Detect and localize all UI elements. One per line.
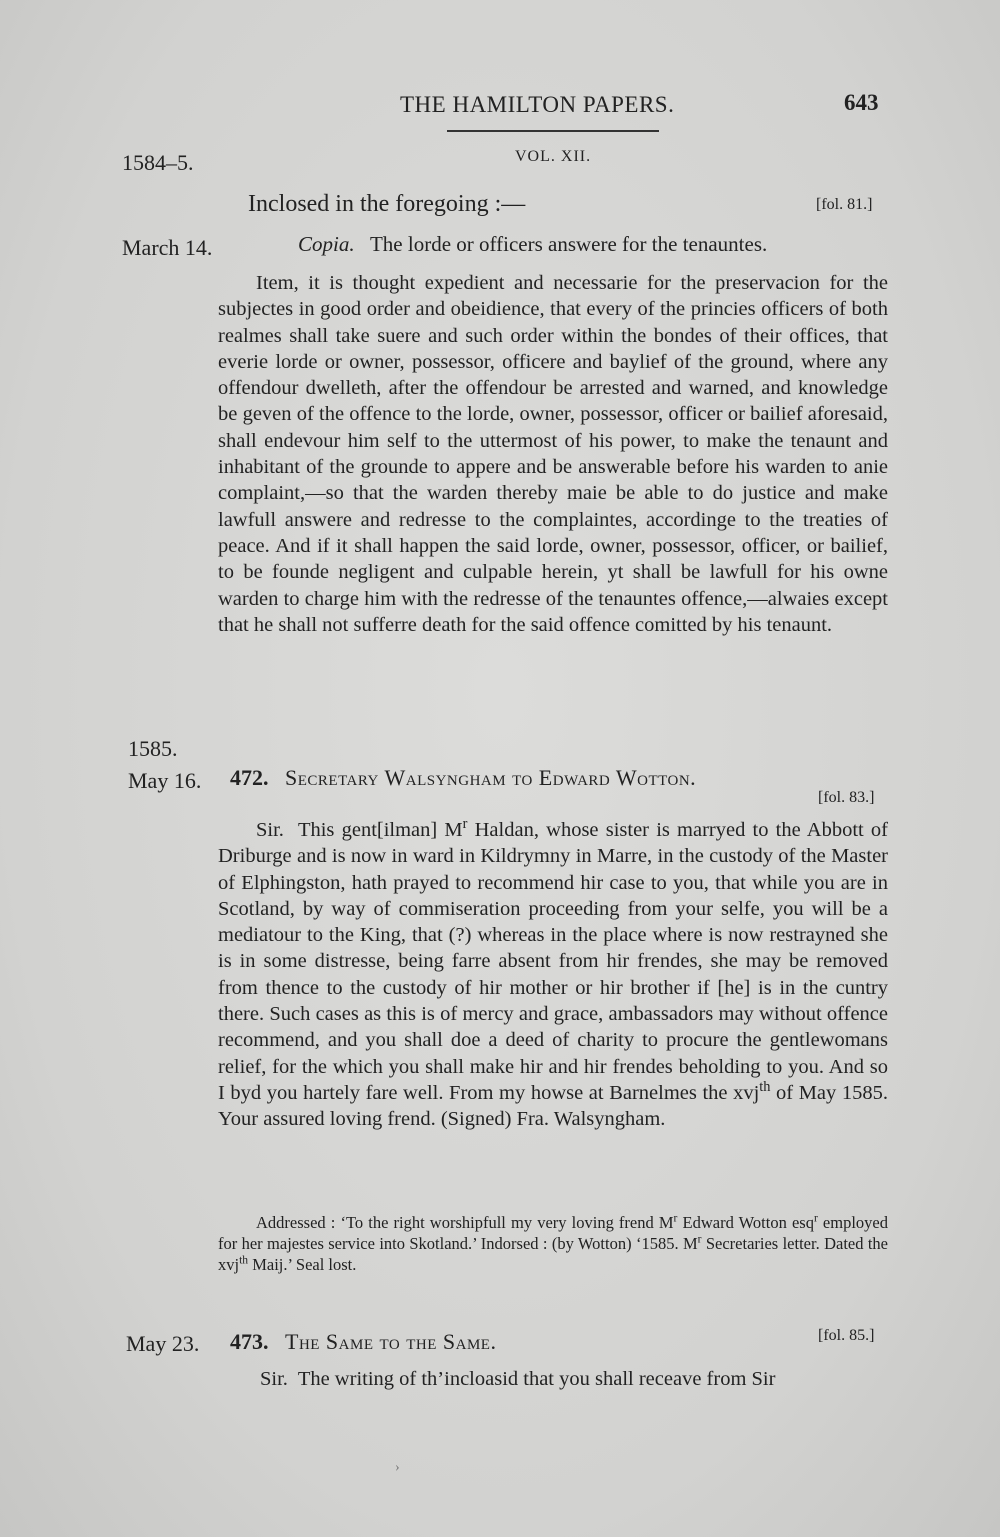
letter-text: This gent[ilman] M [297, 819, 463, 841]
header-rule [447, 130, 659, 132]
note-text: Maij.’ Seal lost. [248, 1255, 357, 1274]
superscript: r [697, 1233, 702, 1246]
margin-date: May 16. [128, 768, 202, 793]
letter-number: 472. [230, 765, 269, 790]
letter-title: The Same to the Same. [285, 1329, 497, 1354]
note-text: employed for her majestes service into Skotland.’ Indorsed : (by Wotton) ‘1585. M [218, 1213, 888, 1253]
letter-body [218, 817, 888, 1133]
margin-date: May 23. [126, 1331, 200, 1356]
superscript: r [462, 816, 468, 833]
letter-heading [230, 765, 696, 791]
note-text: Addressed : ‘To the right worshipfull my very loving frend M [256, 1213, 674, 1232]
margin-date: March 14. [122, 235, 213, 260]
endorsement-note [218, 1212, 888, 1275]
salutation: Sir. [256, 819, 284, 841]
volume-label: VOL. XII. [515, 148, 592, 165]
salutation: Sir. [260, 1368, 288, 1390]
subtitle-text: The lorde or officers answere for the tenauntes. [369, 232, 768, 256]
letter-text: The writing of th’incloasid that you shall receave from Sir [297, 1368, 776, 1390]
folio-reference: [fol. 85.] [818, 1327, 875, 1344]
copia-label: Copia. [298, 232, 355, 256]
letter-text: Haldan, whose sister is marryed to the Abbott of Driburge and is now in ward in Kildrymny in Marre, in the custody of the Master of Elphingston, hath prayed to recommend hir case to you, that while you are in Scotland, by way of commiseration proceeding from your selfe, you will be a mediatour to the King, that (?) whereas in the place where is now restrayned she is in some distresse, being farre absent from hir frendes, she may be removed from thence to the custody of hir mother or hir brother if [he] is in the cuntry there. Such cases as this is of mercy and grace, ambassadors may without offence recommend, and you shall doe a deed of charity to procure the gentlewomans relief, for the which you shall make hir and hir frendes beholding to you. And so I byd you hartely fare well. From my howse at Barnelmes the xvj [218, 819, 889, 1104]
margin-year: 1584–5. [122, 150, 194, 175]
enclosure-subtitle [298, 232, 767, 257]
superscript: th [239, 1254, 249, 1267]
note-text: Secretaries letter. Dated the xvj [218, 1234, 889, 1274]
running-title: THE HAMILTON PAPERS. [400, 92, 675, 117]
note-text: Edward Wotton esq [677, 1213, 814, 1232]
letter-number: 473. [230, 1329, 269, 1354]
letter-text: of May 1585. Your assured loving frend. (Signed) Fra. Walsyngham. [218, 1081, 888, 1131]
page-number: 643 [844, 90, 879, 115]
folio-reference: [fol. 81.] [816, 196, 873, 213]
enclosure-body [218, 270, 888, 638]
enclosure-body-text: Item, it is thought expedient and necessarie for the preservacion for the subjectes in good order and obeidience, that every of the princies officers of both realmes shall take suere and such order within the bondes of their offices, that everie lorde or owner, possessor, officere and baylief of the ground, where any offendour dwelleth, after the offendour be arrested and warned, and knowledge be geven of the offence to the lorde, owner, possessor, officer or bailief aforesaid, shall endevour him self to the uttermost of his power, to make the tenaunt and inhabitant of the grounde to appere and be answerable before his warden to anie complaint,—so that the warden thereby maie be able to do justice and make lawfull answere and redresse to the complaintes, accordinge to the treaties of peace. And if it shall happen the said lorde, owner, possessor, officer, or bailief, to be founde negligent and culpable herein, yt shall be lawfull for his owne warden to charge him with the redresse of the tenauntes offence,—alwaies except that he shall not sufferre death for the said offence comitted by his tenaunt. [218, 272, 888, 636]
superscript: r [673, 1212, 678, 1225]
printer-mark: › [395, 1460, 400, 1475]
folio-reference: [fol. 83.] [818, 789, 875, 806]
margin-year: 1585. [128, 736, 178, 761]
enclosure-heading: Inclosed in the foregoing :— [248, 191, 526, 217]
superscript: r [813, 1212, 818, 1225]
letter-body [260, 1368, 775, 1391]
letter-title: Secretary Walsyngham to Edward Wotton. [285, 765, 697, 790]
superscript: th [759, 1079, 771, 1096]
letter-heading [230, 1329, 496, 1355]
